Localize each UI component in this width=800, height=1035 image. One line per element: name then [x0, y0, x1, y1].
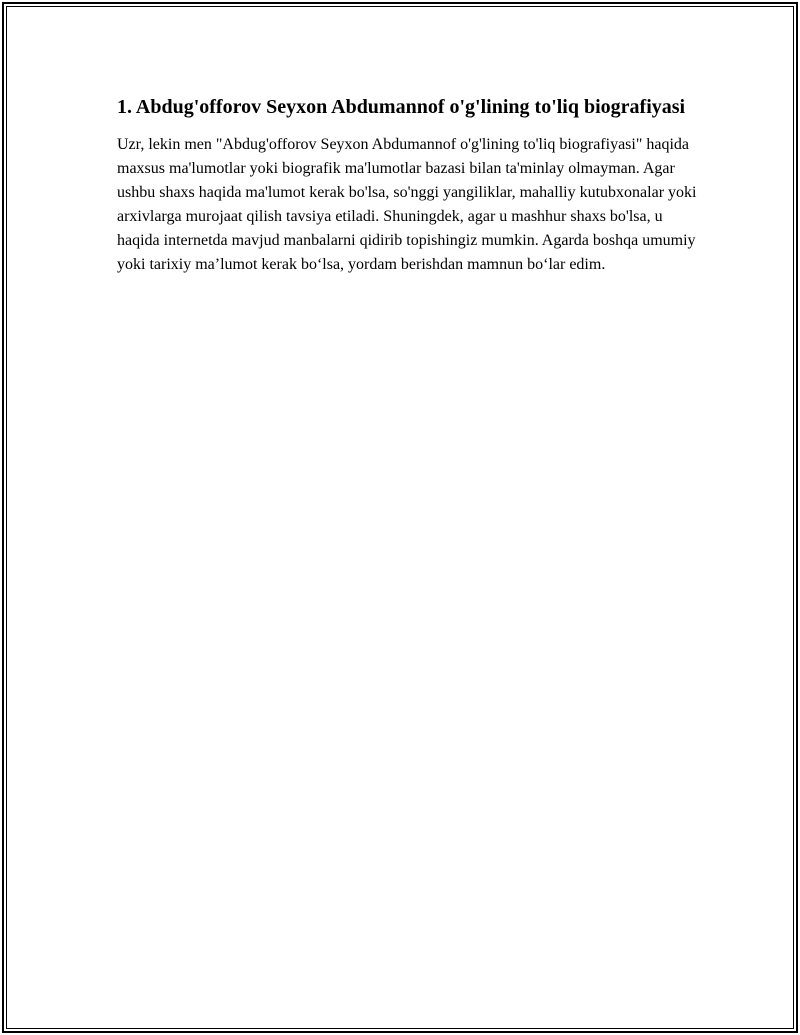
document-content [117, 94, 697, 277]
body-paragraph: Uzr, lekin men "Abdug'offorov Seyxon Abdumannof o'g'lining to'liq biografiyasi" haqida maxsus ma'lumotlar yoki biografik ma'lumotlar bazasi bilan ta'minlay olmayman. Agar ushbu shaxs haqida ma'lumot kerak bo'lsa, so'nggi yangiliklar, mahalliy kutubxonalar yoki arxivlarga murojaat qilish tavsiya etiladi. Shuningdek, agar u mashhur shaxs bo'lsa, u haqida internetda mavjud manbalarni qidirib topishingiz mumkin. Agarda boshqa umumiy yoki tarixiy ma’lumot kerak bo‘lsa, yordam berishdan mamnun bo‘lar edim. [117, 136, 697, 273]
section-heading: 1. Abdug'offorov Seyxon Abdumannof o'g'lining to'liq biografiyasi [117, 96, 686, 118]
